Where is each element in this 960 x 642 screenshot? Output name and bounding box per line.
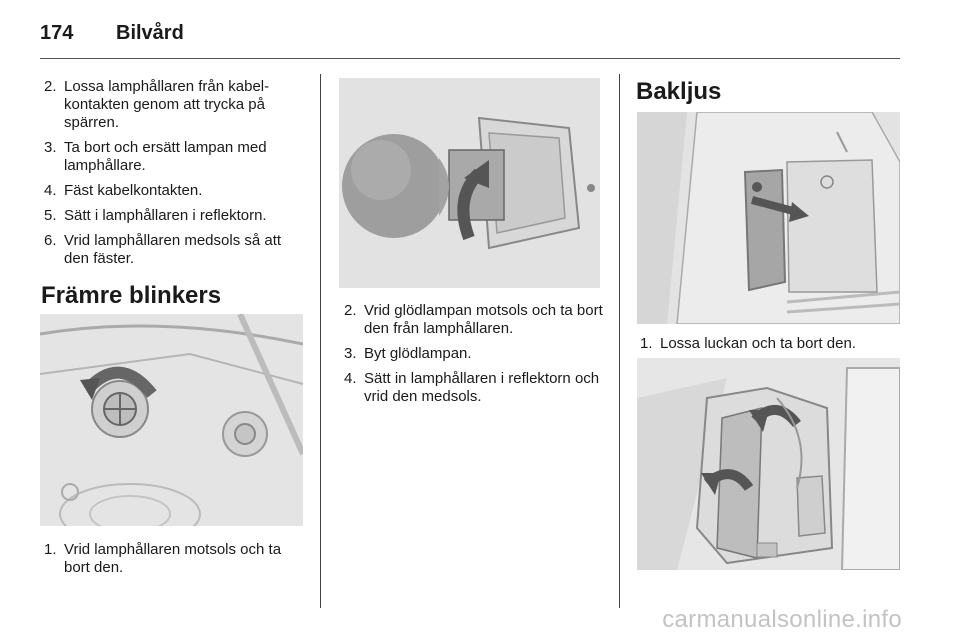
section-heading: Främre blinkers [41,282,222,309]
list-item: 6. Vrid lamphållaren medsols så att den fäster. [44,232,282,267]
column-divider [619,74,620,608]
list-item: 1. Vrid lamphållaren motsols och ta bort den. [44,541,282,576]
column-1 [41,78,303,310]
figure-front-indicator [40,314,303,526]
list-item: 2. Vrid glödlampan motsols och ta bort den från lamphållaren. [344,302,603,337]
page-header [40,18,900,59]
list-item: 4. Sätt in lamphållaren i reflektorn och vrid den medsols. [344,370,600,405]
watermark: carmanualsonline.info [662,606,902,633]
step-list [637,335,902,353]
column-1-lower [41,541,303,584]
figure-bulb-holder [339,78,600,288]
list-item: 5. Sätt i lamphållaren i reflektorn. [44,207,267,224]
figure-trunk-cover [637,112,900,324]
list-item: 3. Byt glödlampan. [344,345,472,362]
step-list [41,78,303,268]
list-item: 3. Ta bort och ersätt lampan med lamphållare. [44,139,267,174]
list-item: 2. Lossa lamphållaren från kabel-kontakten genom att trycka på spärren. [44,78,270,131]
page-number: 174 [40,22,74,44]
column-divider [320,74,321,608]
column-2 [341,302,603,413]
list-item: 1. Lossa luckan och ta bort den. [640,335,856,352]
figure-tail-lamp-holder [637,358,900,570]
column-3-lower [637,335,902,360]
list-item: 4. Fäst kabelkontakten. [44,182,203,199]
chapter-title: Bilvård [116,22,184,44]
step-list [41,541,303,577]
section-heading: Bakljus [636,78,722,105]
step-list [341,302,603,406]
column-3 [636,78,901,106]
